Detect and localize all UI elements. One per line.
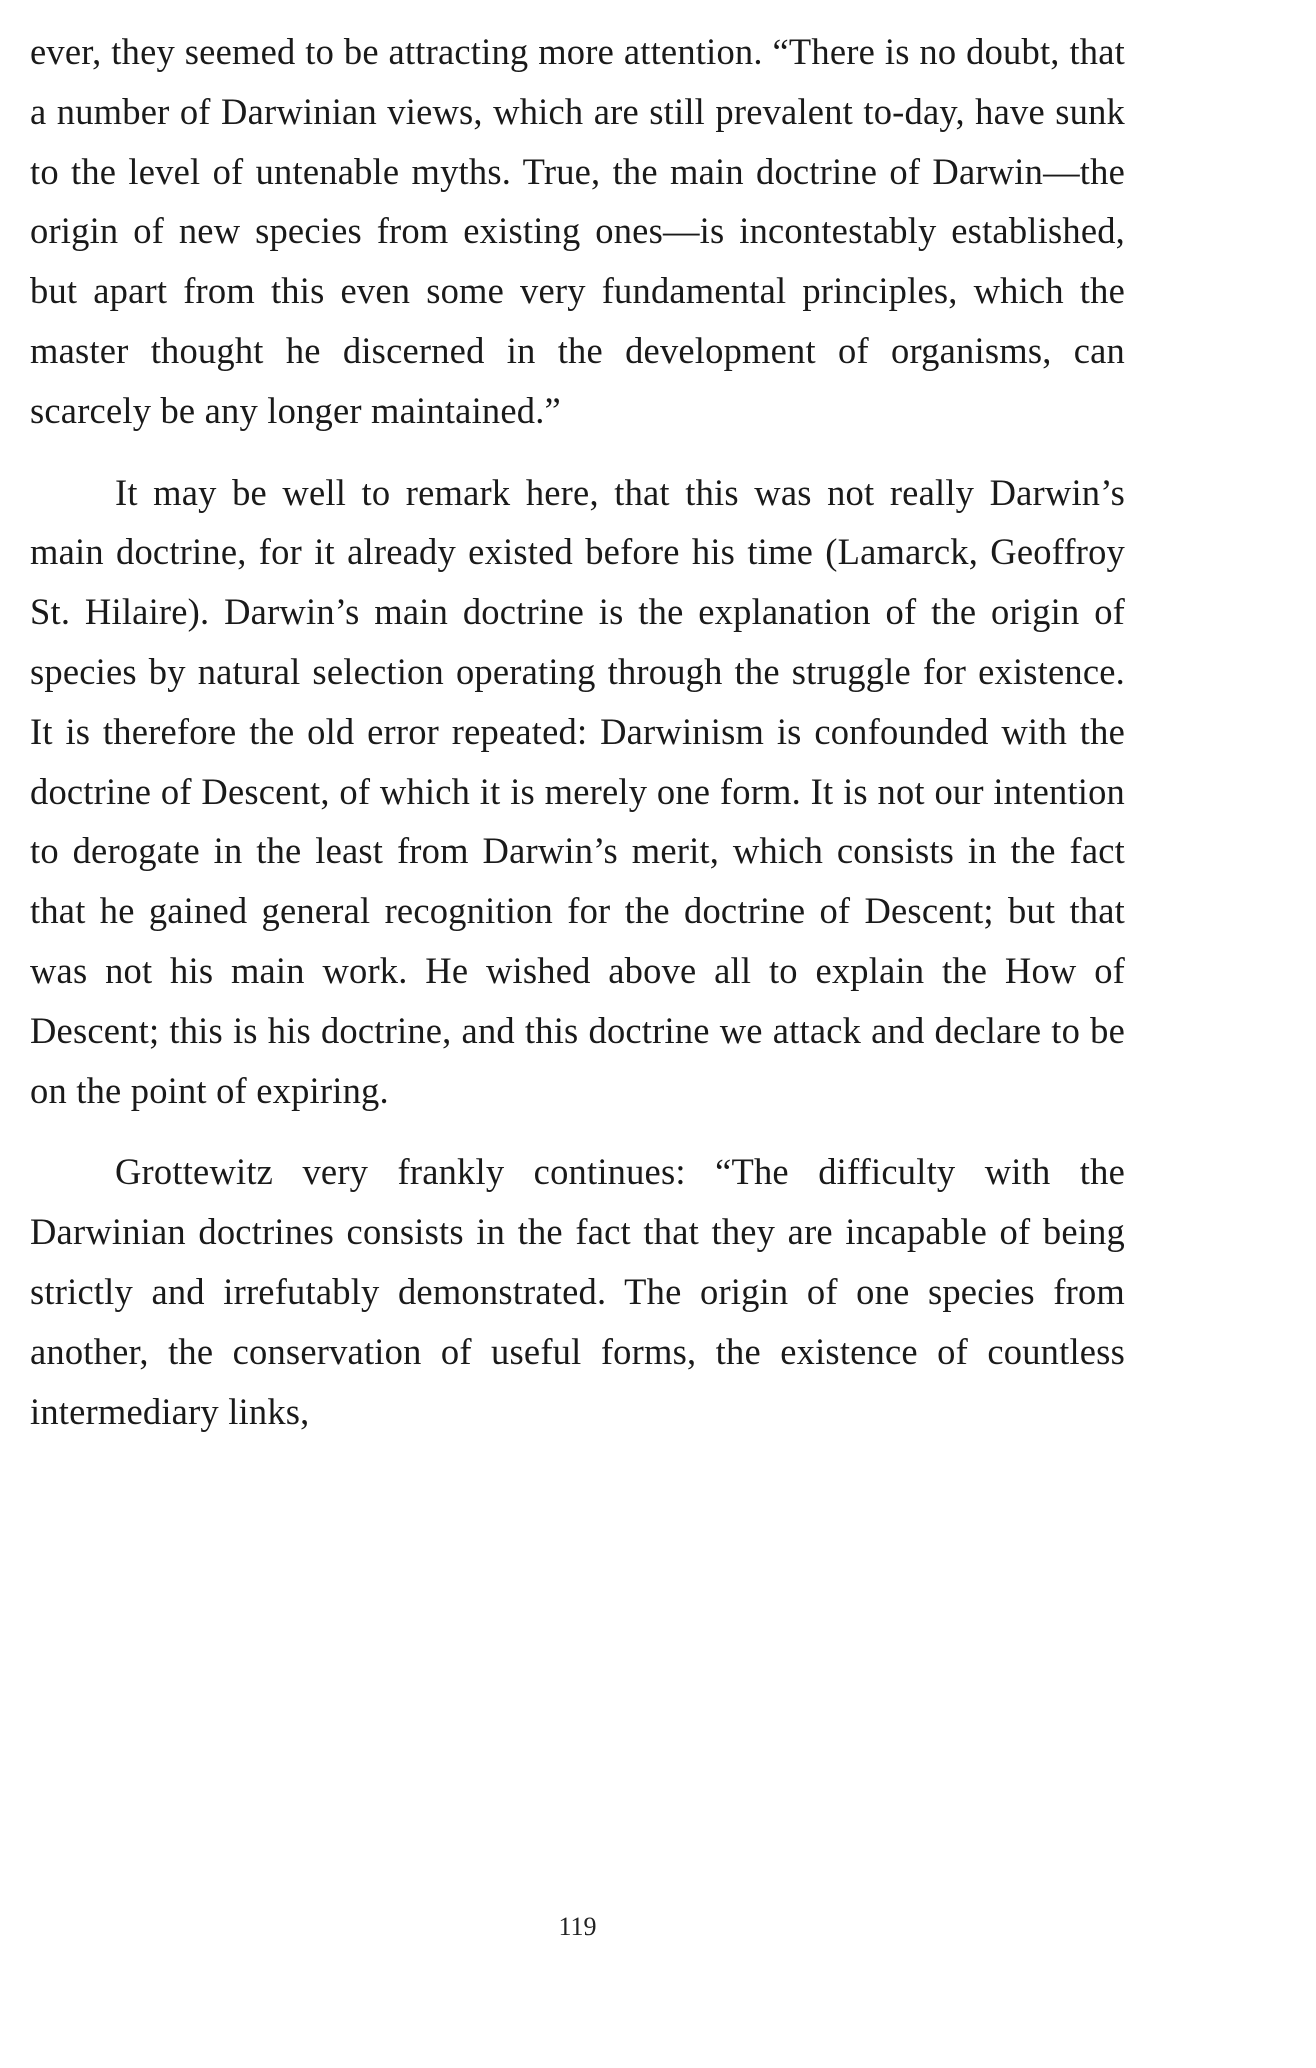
paragraph-darwin-doctrine: It may be well to remark here, that this was not really Darwin’s main doctrine, for it already existed before his time (Lamarck, Geoffroy St. Hilaire). Darwin’s main doctrine is the explanation of the origin of species by natural selection operating through the struggle for existence. It is therefore the old error repeated: Darwinism is confounded with the doctrine of Descent, of which it is merely one form. It is not our intention to derogate in the least from Darwin’s merit, which consists in the fact that he gained general recognition for the doctrine of Descent; but that was not his main work. He wished above all to explain the How of Descent; this is his doctrine, and this doctrine we attack and declare to be on the point of expiring. [30, 471, 1125, 1111]
paragraph-continuation: ever, they seemed to be attracting more attention. “There is no doubt, that a number of Darwinian views, which are still prevalent to-day, have sunk to the level of untenable myths. True, the main doctrine of Darwin—the origin of new species from existing ones—is incontestably established, but apart from this even some very fundamental principles, which the master thought he discerned in the development of organisms, can scarcely be any longer maintained.” [30, 31, 1125, 431]
body-text [30, 22, 1125, 1441]
page-number: 119 [558, 1912, 597, 1941]
paragraph-grottewitz: Grottewitz very frankly continues: “The difficulty with the Darwinian doctrines consists in the fact that they are incapable of being strictly and irrefutably demonstrated. The origin of one species from another, the conservation of useful forms, the existence of countless intermediary links, [30, 1151, 1125, 1432]
